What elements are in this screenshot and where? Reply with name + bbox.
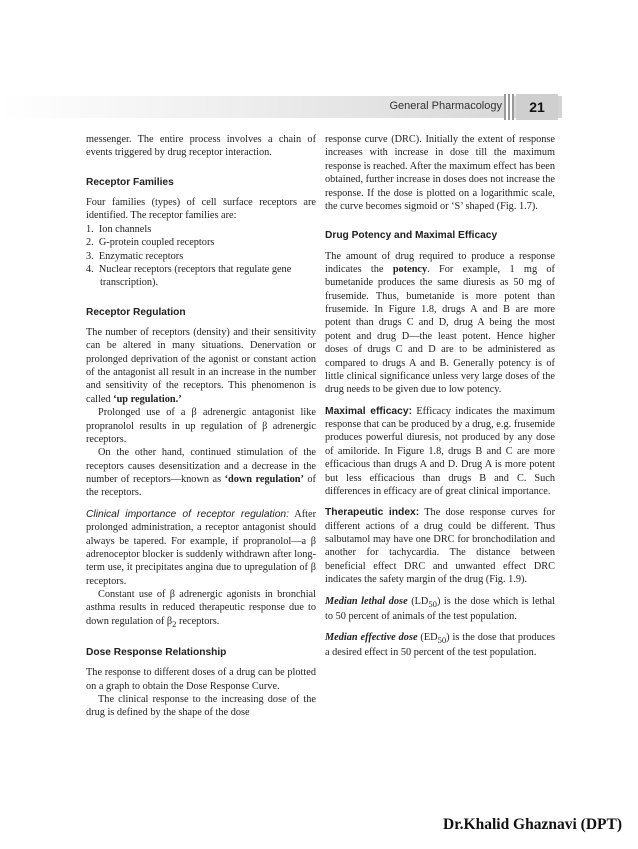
beta-agonist-tail: receptors. bbox=[176, 615, 220, 627]
right-column bbox=[325, 133, 555, 660]
beta-agonist-paragraph bbox=[86, 588, 316, 630]
receptor-family-list bbox=[86, 223, 316, 290]
left-column bbox=[86, 133, 316, 720]
maximal-efficacy-label: Maximal efficacy: bbox=[325, 405, 413, 417]
heading-dose-response: Dose Response Relationship bbox=[86, 646, 227, 658]
down-regulation-tail: of the receptors. bbox=[86, 474, 316, 499]
intro-paragraph: messenger. The entire process involves a chain of events triggered by drug receptor interaction. bbox=[86, 134, 316, 159]
ed-tail: ) is the dose that produces a desired effect in 50 percent of the test population. bbox=[325, 632, 556, 659]
beta-agonist-text: Constant use of β adrenergic agonists in bronchial asthma results in reduced therapeutic response due to down regulation of β bbox=[86, 589, 316, 627]
clinical-importance-paragraph bbox=[86, 508, 316, 588]
median-lethal-dose-label: Median lethal dose bbox=[325, 595, 408, 607]
potency-paragraph bbox=[325, 250, 555, 397]
list-item: 2. G-protein coupled receptors bbox=[86, 237, 215, 249]
heading-receptor-regulation: Receptor Regulation bbox=[86, 306, 186, 318]
regulation-paragraph bbox=[86, 326, 316, 406]
ld-open: (LD bbox=[407, 595, 429, 607]
clinical-response-paragraph: The clinical response to the increasing dose of the drug is defined by the shape of the dose bbox=[86, 693, 316, 719]
therapeutic-index-paragraph bbox=[325, 506, 555, 586]
ed-subscript: 50 bbox=[437, 635, 447, 646]
clinical-importance-label: Clinical importance of receptor regulation: bbox=[86, 508, 290, 520]
list-item: 1. Ion channels bbox=[86, 223, 152, 235]
clinical-importance-text: After prolonged administration, a receptor antagonist should always be tapered. For example, if propranolol—a β adrenoceptor blocker is suddenly withdrawn after long-term use, it precipitates angina due to upregulation of β receptors. bbox=[86, 508, 316, 587]
potency-text: The amount of drug required to produce a response indicates the bbox=[325, 250, 555, 275]
median-effective-dose-label: Median effective dose bbox=[325, 632, 418, 644]
page-number: 21 bbox=[516, 94, 558, 120]
heading-potency-efficacy: Drug Potency and Maximal Efficacy bbox=[325, 230, 498, 242]
list-item: 3. Enzymatic receptors bbox=[86, 250, 184, 262]
therapeutic-index-text: The dose response curves for different actions of a drug could be different. Thus salbutamol may have one DRC for bronchodilation and another for tachycardia. The distance between beneficial effect DRC and unwanted effect DRC indicates the safety margin of the drug (Fig. 1.9). bbox=[325, 507, 556, 586]
families-paragraph: Four families (types) of cell surface receptors are identified. The receptor families are: bbox=[86, 197, 316, 222]
down-regulation-paragraph bbox=[86, 446, 316, 500]
list-item: 4. Nuclear receptors (receptors that regulate gene transcription). bbox=[86, 263, 292, 289]
regulation-text: The number of receptors (density) and their sensitivity can be altered in many situations. Denervation or prolonged deprivation of the agonist or constant action of the antagonist all result in an increase in the number and sensitivity of the receptors. This phenomenon is called bbox=[86, 326, 316, 405]
ld-subscript: 50 bbox=[428, 598, 437, 609]
beta-subscript: 2 bbox=[172, 618, 177, 629]
running-header-title: General Pharmacology bbox=[389, 100, 502, 112]
propranolol-paragraph: Prolonged use of a β adrenergic antagonist like propranolol results in up regulation of β adrenergic receptors. bbox=[86, 407, 316, 445]
author-footer: Dr.Khalid Ghaznavi (DPT) bbox=[443, 816, 622, 833]
potency-tail: . For example, 1 mg of bumetanide produces the same diuresis as 50 mg of frusemide. Thus, bumetanide is more potent than frusemide. In Figure 1.8, drugs A and B are more potent than drugs C and D, drug A being the most potent and drug D—the least potent. Hence higher doses of drugs C and D are to be administered as compared to drugs A and B. Generally potency is of little clinical significance unless very large doses of the drug needs to be given due to low potency. bbox=[325, 263, 555, 396]
potency-term: potency bbox=[392, 263, 428, 275]
heading-receptor-families: Receptor Families bbox=[86, 176, 174, 188]
dose-response-paragraph: The response to different doses of a drug can be plotted on a graph to obtain the Dose Response Curve. bbox=[86, 667, 316, 692]
ed-open: (ED bbox=[417, 632, 438, 644]
down-regulation-term: ‘down regulation’ bbox=[224, 474, 304, 485]
down-regulation-text: On the other hand, continued stimulation of the receptors causes desensitization and a decrease in the number of receptors—known as bbox=[86, 447, 316, 485]
ld-tail: ) is the dose which is lethal to 50 percent of animals of the test population. bbox=[325, 595, 555, 622]
maximal-efficacy-text: Efficacy indicates the maximum response that can be produced by a drug, e.g. frusemide produces powerful diuresis, not produced by any dose of amiloride. In Figure 1.8, drugs B and C are more efficacious than drugs A and D. Drug A is more potent but less efficacious than drugs B and C. Such differences in efficacy are of great clinical importance. bbox=[325, 405, 555, 497]
drc-paragraph: response curve (DRC). Initially the extent of response increases with increase in dose till the maximum response is reached. After the maximum effect has been obtained, further increase in doses does not increase the response. If the dose is plotted on a logarithmic scale, the curve becomes sigmoid or ‘S’ shaped (Fig. 1.7). bbox=[325, 134, 555, 212]
up-regulation-term: ‘up regulation.’ bbox=[113, 393, 182, 405]
median-effective-dose-paragraph bbox=[325, 631, 555, 660]
header-stripe-decoration bbox=[504, 94, 514, 120]
maximal-efficacy-paragraph bbox=[325, 405, 555, 499]
median-lethal-dose-paragraph bbox=[325, 595, 555, 624]
therapeutic-index-label: Therapeutic index: bbox=[325, 507, 420, 519]
